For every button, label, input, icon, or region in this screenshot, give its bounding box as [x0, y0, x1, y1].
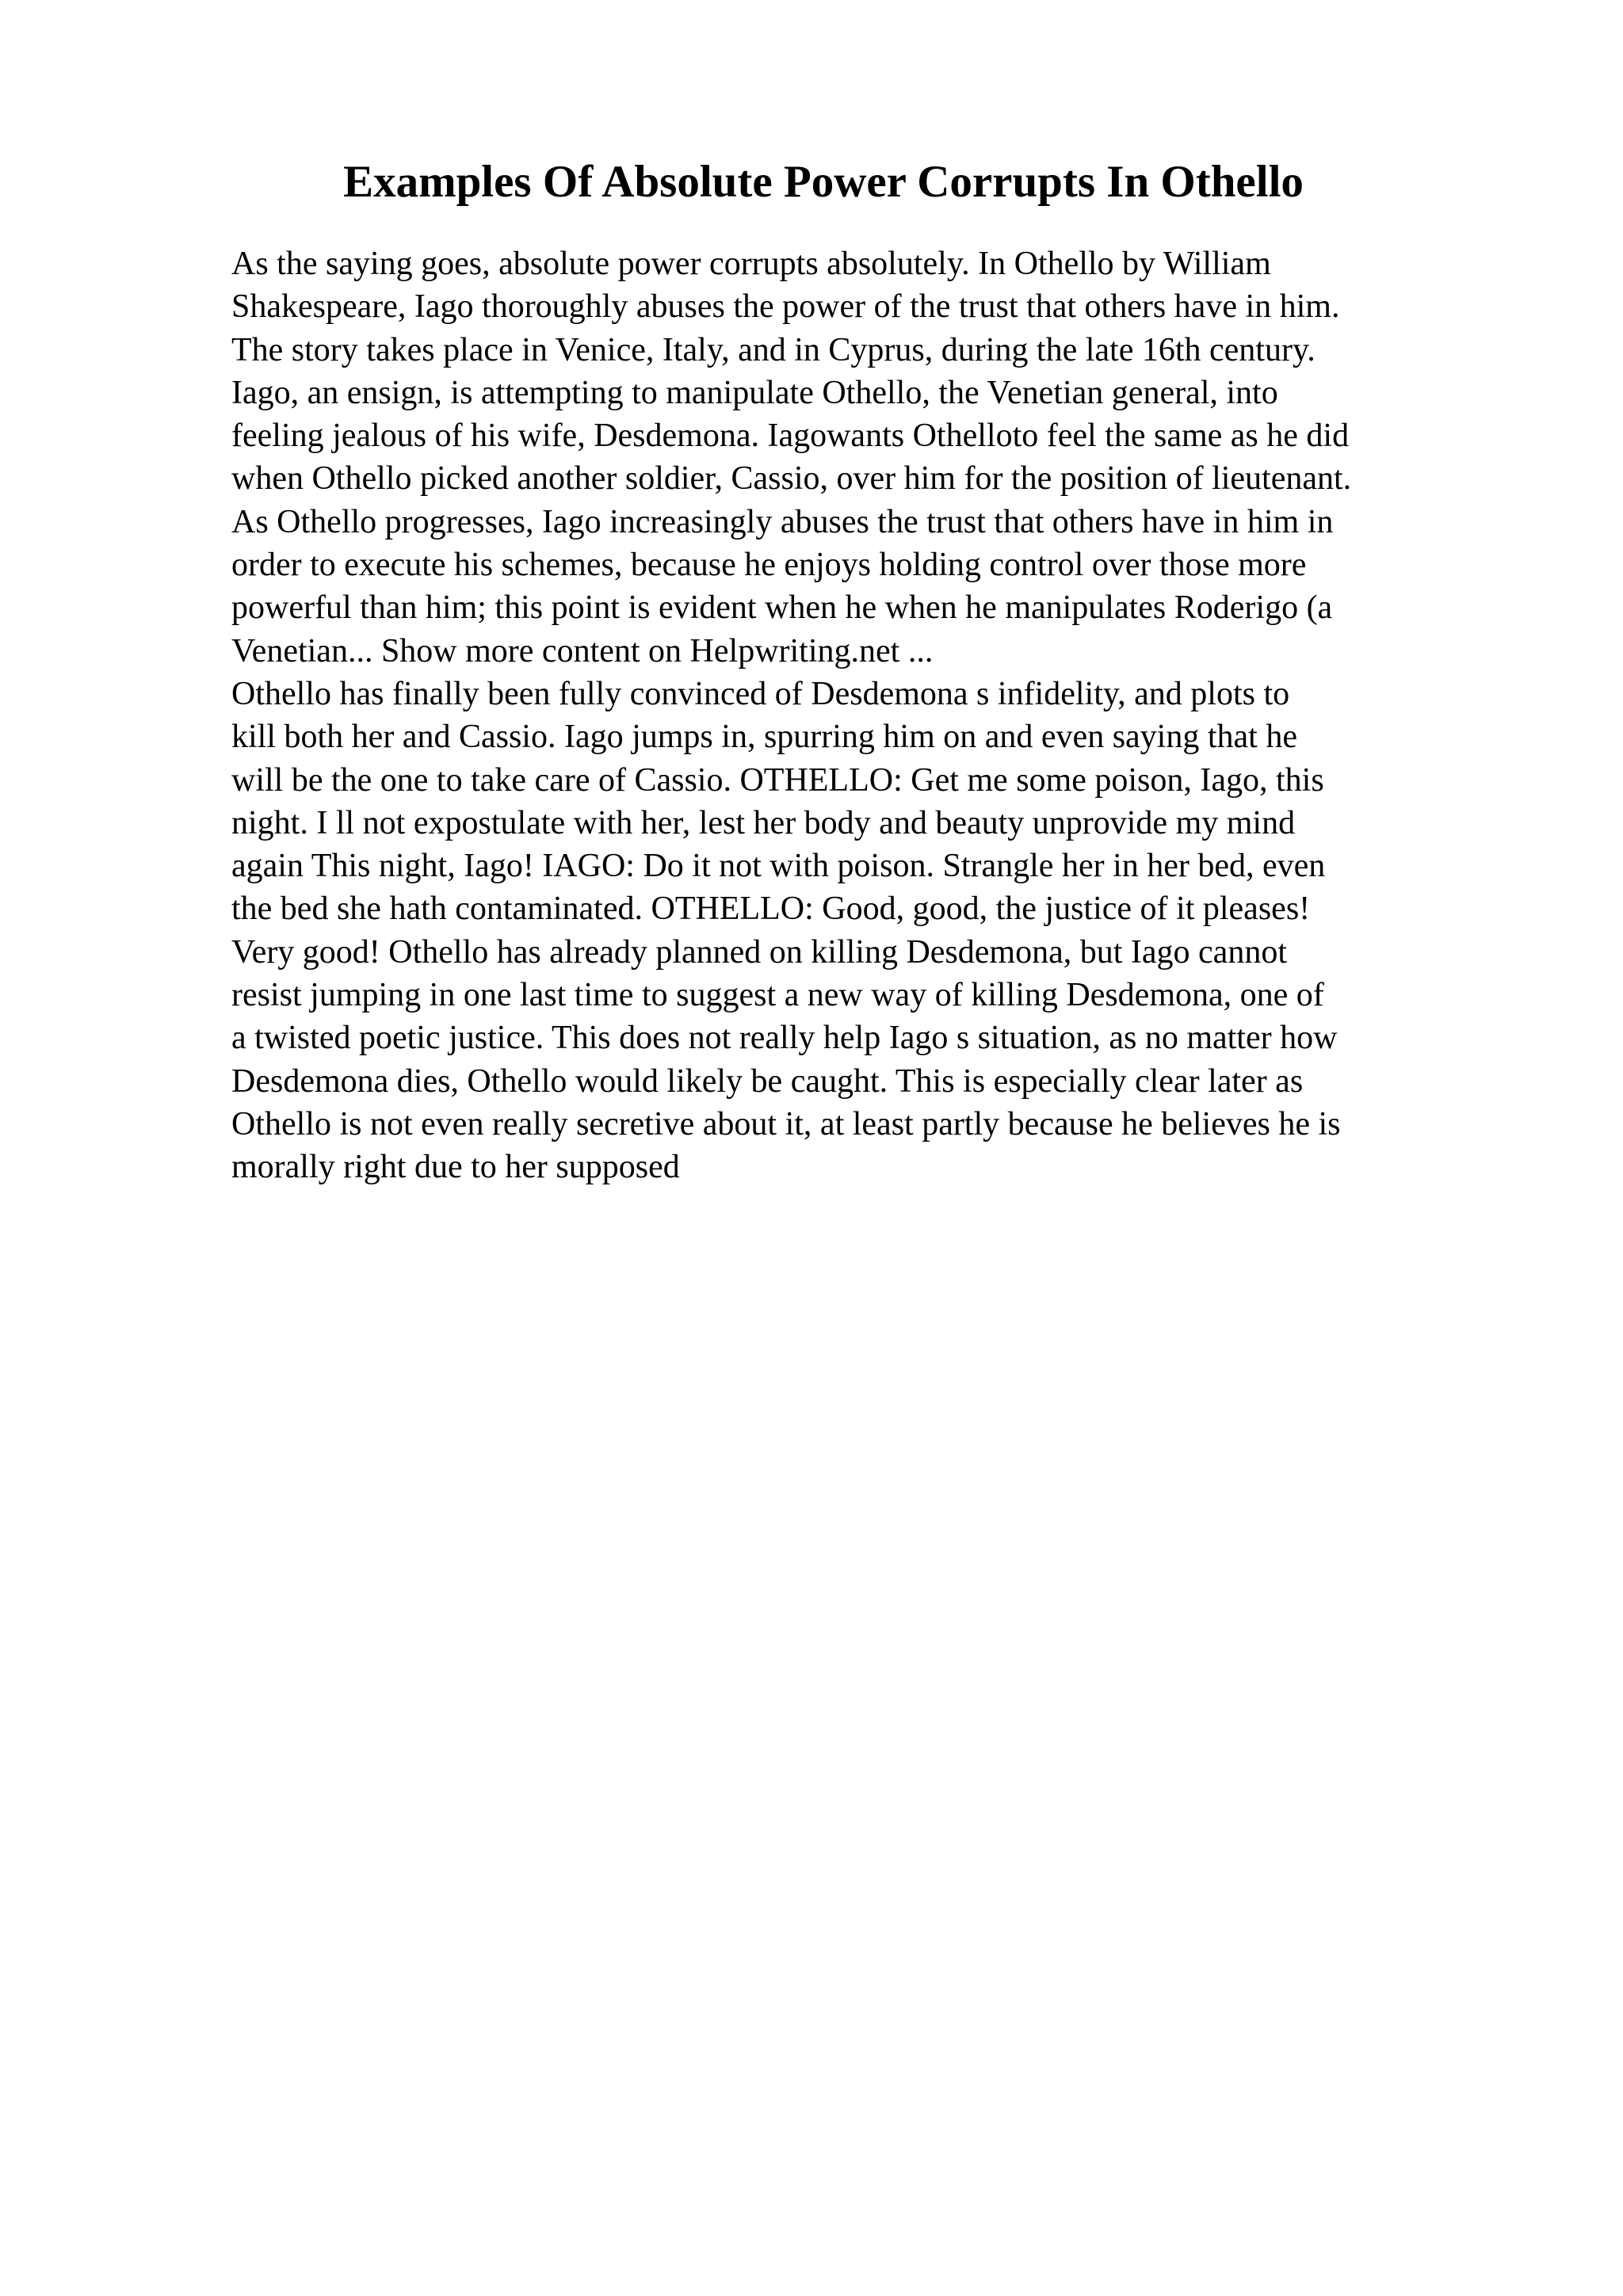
text-line: As Othello progresses, Iago increasingly abuses the trust that others have in him in	[231, 503, 1334, 540]
text-line: resist jumping in one last time to suggest a new way of killing Desdemona, one of	[231, 977, 1324, 1014]
text-line: Othello is not even really secretive about it, at least partly because he believes he is	[231, 1105, 1341, 1142]
text-line: As the saying goes, absolute power corrupts absolutely. In Othello by William	[231, 246, 1271, 282]
text-line: powerful than him; this point is evident when he when he manipulates Roderigo (a	[231, 589, 1333, 627]
text-line: Venetian... Show more content on Helpwriting.net ...	[231, 632, 934, 669]
text-line: Othello has finally been fully convinced of Desdemona s infidelity, and plots to	[231, 675, 1290, 712]
text-line: a twisted poetic justice. This does not really help Iago s situation, as no matter how	[231, 1020, 1338, 1057]
document-body	[231, 242, 1484, 1189]
text-line: night. I ll not expostulate with her, lest her body and beauty unprovide my mind	[231, 804, 1296, 841]
text-line: feeling jealous of his wife, Desdemona. Iagowants Othelloto feel the same as he did	[231, 418, 1350, 455]
text-line: Shakespeare, Iago thoroughly abuses the power of the trust that others have in him.	[231, 288, 1340, 326]
text-line: The story takes place in Venice, Italy, and in Cyprus, during the late 16th century.	[231, 331, 1316, 368]
document-title: Examples Of Absolute Power Corrupts In Othello	[343, 157, 1304, 207]
text-line: when Othello picked another soldier, Cassio, over him for the position of lieutenant.	[231, 460, 1352, 498]
text-line: the bed she hath contaminated. OTHELLO: Good, good, the justice of it pleases!	[231, 891, 1311, 928]
text-line: order to execute his schemes, because he enjoys holding control over those more	[231, 547, 1307, 584]
text-line: Desdemona dies, Othello would likely be caught. This is especially clear later as	[231, 1062, 1304, 1100]
text-line: morally right due to her supposed	[231, 1149, 680, 1186]
text-line: kill both her and Cassio. Iago jumps in, spurring him on and even saying that he	[231, 719, 1297, 756]
text-line: will be the one to take care of Cassio. OTHELLO: Get me some poison, Iago, this	[231, 761, 1324, 799]
text-line: Very good! Othello has already planned on killing Desdemona, but Iago cannot	[231, 933, 1287, 971]
text-line: again This night, Iago! IAGO: Do it not with poison. Strangle her in her bed, even	[231, 848, 1326, 885]
text-line: Iago, an ensign, is attempting to manipulate Othello, the Venetian general, into	[231, 374, 1278, 411]
